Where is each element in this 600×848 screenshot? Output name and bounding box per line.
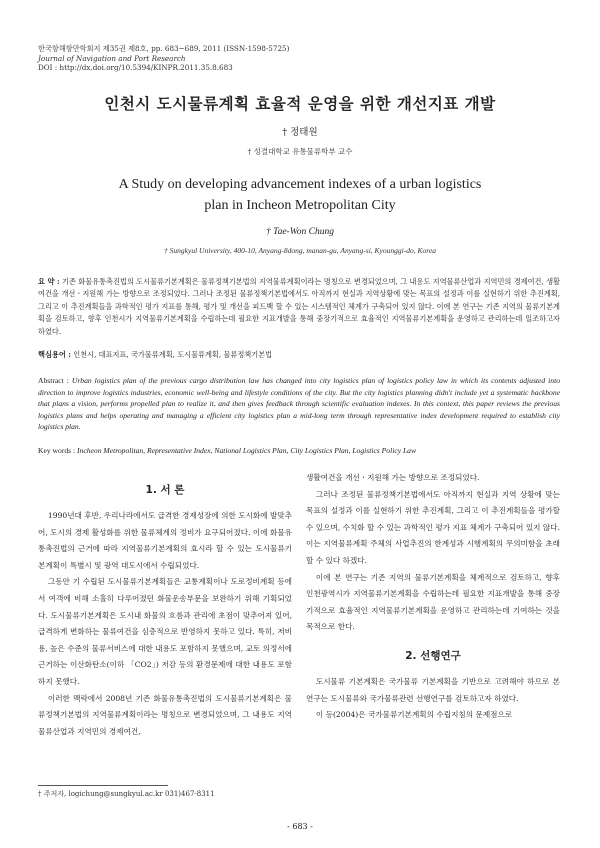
journal-info-ko: 한국항해항만학회지 제35권 제8호, pp. 683~689, 2011 (ISSN-1598-5725) xyxy=(38,44,290,53)
abstract-english-text: Urban logistics plan of the previous cargo distribution law has changed into city logistics plan of logistics policy law in which its contents adjusted into direction to improve logistics industries, economic well-being and lifestyle conditions of the city. But the city logistics planning didn't include yet a systematic backbone that plans a vision, performs propelled plan to realize it, and then gives feedback through scientific evaluation indexes. In this context, this paper reviews the previous logistics plans and helps operating and managing a efficient city logistics plan a mid-long term through representative index development required to establish city logistics plan. xyxy=(38,376,560,431)
keywords-korean xyxy=(38,350,272,360)
keywords-english-label: Key words : xyxy=(38,446,76,455)
body-column-left xyxy=(38,470,292,740)
footnote: † 주저자, logichung@sungkyul.ac.kr 031)467-8311 xyxy=(38,790,215,798)
page-number: - 683 - xyxy=(287,822,313,831)
section-1-paragraph: 그동안 기 수립된 도시물류기본계획들은 교통계획이나 도로정비계획 등에서 여객에 비해 소홀히 다루어졌던 화물운송부문을 보완하기 위해 기획되었다. 도시물류기본계획은 도시내 화물의 흐름과 관리에 초점이 맞추어져 있어, 급격하게 변화하는 물류여건을 심층적으로 반영하지 못하고 있다. 특히, 저비용, 높은 수준의 물류서비스에 대한 내용도 포함하지 못했으며, 교토 의정서에 근거하는 이산화탄소(이하 「CO2」) 저감 등의 환경문제에 대한 내용도 포함하지 못했다. xyxy=(38,577,292,686)
abstract-english xyxy=(38,375,560,433)
section-1-paragraph: 생활여건을 개선ㆍ지원해 가는 방향으로 조정되었다. xyxy=(306,473,480,482)
abstract-korean-text: 기존 화물유통촉진법의 도시물류기본계획은 물류정책기본법의 지역물류계획이라는 명칭으로 변경되었으며, 그 내용도 지역물류산업과 지역민의 경제여건, 생활여건을 개선ㆍ지원해 가는 방향으로 조정되었다. 그러나 조정된 물류정책기본법에서도 아직까지 현실과 지역상황에 맞는 목표의 설정과 이를 실현하기 위한 추진계획, 그리고 이 추진계획들을 과학적인 평가 지표를 통해, 평가 및 개선을 피드백 할 수 있는 시스템적인 체계가 구축되어 있지 않다. 이에 본 연구는 기존 지역의 물류기본계획을 검토하고, 향후 인천시가 지역물류기본계획을 수립하는데 필요한 지표개발을 통해 중장기적으로 효율적인 지역물류기본계획을 운영하고 관리하는데 일조하고자 하였다. xyxy=(38,277,561,336)
title-english-line1: A Study on developing advancement indexes of a urban logistics xyxy=(118,177,482,192)
section-1-paragraph: 1990년대 후반, 우리나라에서도 급격한 경제성장에 의한 도시화에 발맞추어, 도시의 경제 활성화를 위한 물류체계의 정비가 요구되어졌다. 이에 화물유통촉진법의 근거에 따라 지역물류기본계획의 효시라 할 수 있는 도시물류기본계획이 특별시 및 광역 대도시에서 수립되었다. xyxy=(38,511,292,570)
title-english xyxy=(0,174,600,216)
affiliation-korean: † 성결대학교 유통물류학부 교수 xyxy=(247,147,353,156)
footnote-divider xyxy=(38,785,168,786)
section-2-heading: 2. 선행연구 xyxy=(405,649,461,662)
section-2-paragraph: 도시물류 기본계획은 국가물류 기본계획을 기반으로 고려해야 하므로 본 연구는 도시물류와 국가물류관련 선행연구를 검토하고자 하였다. xyxy=(306,676,560,703)
author-english: † Tae-Won Chung xyxy=(266,227,334,237)
section-1-heading: 1. 서 론 xyxy=(145,484,185,496)
body-column-right xyxy=(306,470,560,724)
keywords-english-text: Incheon Metropolitan, Representative Index, National Logistics Plan, City Logistics Plan, Logistics Policy Law xyxy=(77,446,417,455)
title-korean: 인천시 도시물류계획 효율적 운영을 위한 개선지표 개발 xyxy=(104,94,496,113)
journal-name-en: Journal of Navigation and Port Research xyxy=(38,53,186,63)
keywords-english xyxy=(38,446,416,455)
author-korean: † 정태원 xyxy=(282,127,318,138)
title-english-line2: plan in Incheon Metropolitan City xyxy=(204,198,396,213)
abstract-korean xyxy=(38,276,560,338)
doi[interactable]: DOI : http://dx.doi.org/10.5394/KINPR.2011.35.8.683 xyxy=(38,63,233,72)
section-2-paragraph: 이 등(2004)은 국가물류기본계획의 수립지침의 문제점으로 xyxy=(315,710,513,720)
section-1-paragraph: 이러한 맥락에서 2008년 기존 화물유통촉진법의 도시물류기본계획은 물류정책기본법의 지역물류계획이라는 명칭으로 변경되었으며, 그 내용도 지역물류산업과 지역민의 경제여건, xyxy=(38,693,292,736)
section-1-paragraph: 그러나 조정된 물류정책기본법에서도 아직까지 현실과 지역 상황에 맞는 목표의 설정과 이를 실현하기 위한 추진계획, 그리고 이 추진계획들을 평가할 수 있으며, 수치화 할 수 있는 과학적인 평가 지표 체계가 구축되어 있지 않다. 이는 지역물류계획 주체의 사업추진의 한계성과 시행계획의 무의미함을 초래할 수 있다 하겠다. xyxy=(306,489,560,565)
abstract-korean-label: 요 약 : xyxy=(38,277,60,286)
journal-header xyxy=(38,44,289,73)
section-1-paragraph: 이에 본 연구는 기존 지역의 물류기본계획을 체계적으로 검토하고, 향후 인천광역시가 지역물류기본계획을 수립하는데 필요한 지표개발을 통해 중장기적으로 효율적인 지역물류기본계획을 운영하고 관리하는데 기여하는 것을 목적으로 한다. xyxy=(306,572,560,632)
keywords-korean-text: 인천시, 대표지표, 국가물류계획, 도시물류계획, 물류정책기본법 xyxy=(73,350,273,359)
keywords-korean-label: 핵심용어 : xyxy=(38,350,71,359)
affiliation-english: † Sungkyul University, 400-10, Anyang-8dong, manan-gu, Anyang-si, Kyounggi-do, Korea xyxy=(164,246,436,255)
abstract-english-label: Abstract : xyxy=(38,376,69,385)
